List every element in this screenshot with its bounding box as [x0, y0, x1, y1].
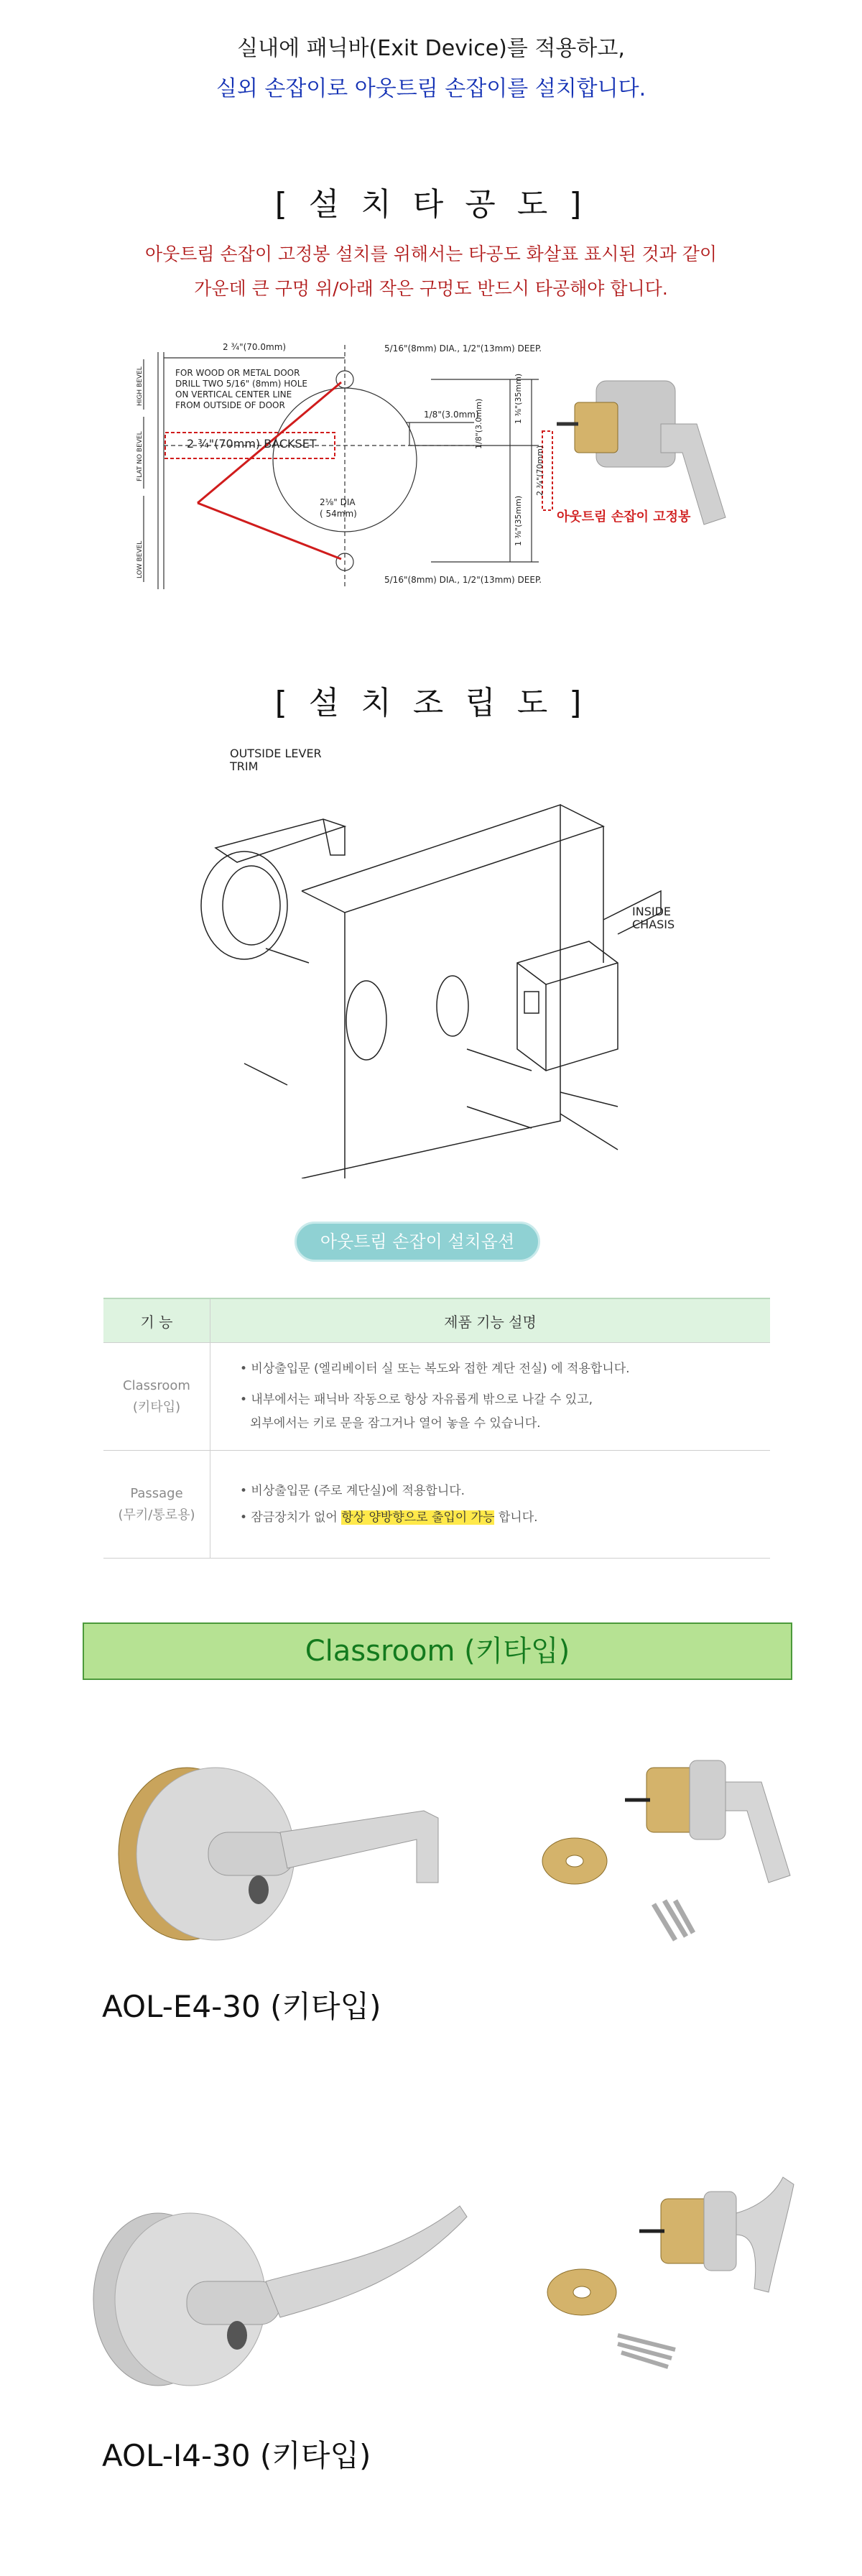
table-row: [103, 1343, 770, 1451]
product-image-i4: [72, 2163, 474, 2400]
function-cell: Classroom (키타입): [103, 1343, 210, 1451]
bullet-text: • 내부에서는 패닉바 작동으로 항상 자유롭게 밖으로 나갈 수 있고,: [240, 1393, 593, 1407]
top-dimension: 2 ¾"(70.0mm): [223, 342, 287, 352]
assembly-exploded-svg: [158, 747, 704, 1178]
highlighted-text: 항상 양방향으로 출입이 가능: [341, 1510, 495, 1525]
header-function: 기 능: [103, 1298, 210, 1343]
drilling-diagram: [136, 338, 761, 596]
intro-line-2: 실외 손잡이로 아웃트림 손잡이를 설치합니다.: [216, 76, 646, 101]
model-name-i4: AOL-I4-30 (키타입): [102, 2438, 371, 2473]
outside-lever-label: OUTSIDE LEVER TRIM: [230, 747, 322, 773]
rod-label: 아웃트림 손잡이 고정봉: [557, 509, 691, 525]
hole-top-spec: 5/16"(8mm) DIA., 1/2"(13mm) DEEP.: [384, 343, 542, 354]
drilling-title: [ 설 치 타 공 도 ]: [274, 186, 588, 223]
drilling-note-1: 아웃트림 손잡이 고정봉 설치를 위해서는 타공도 화살표 표시된 것과 같이: [144, 244, 718, 264]
drilling-note-2: 가운데 큰 구멍 위/아래 작은 구멍도 반드시 타공해야 합니다.: [194, 278, 668, 299]
model-name-e4: AOL-E4-30 (키타입): [102, 1989, 381, 2024]
table-header-row: [103, 1298, 770, 1343]
vertical-dim-4: 2 ¾"(70mm): [535, 445, 544, 496]
install-options-pill: 아웃트림 손잡이 설치옵션: [295, 1222, 540, 1262]
function-cell: Passage (무키/통로용): [103, 1451, 210, 1559]
assembly-title: [ 설 치 조 립 도 ]: [274, 685, 588, 721]
outtrim-rod-photo: [542, 381, 726, 525]
vertical-dim-1: 1/8"(3.0mm): [474, 398, 483, 449]
header-description: 제품 기능 설명: [210, 1298, 771, 1343]
assembly-diagram: [158, 747, 704, 1178]
high-bevel-label: HIGH BEVEL: [136, 366, 144, 406]
bullet-text: • 잠금장치가 없어 항상 양방향으로 출입이 가능 합니다.: [240, 1510, 538, 1525]
description-cell: [210, 1343, 771, 1451]
hole-diameter: 2⅛" DIA: [320, 497, 356, 507]
wood-door-note: FOR WOOD OR METAL DOOR DRILL TWO 5/16" (8mm) HOLE ON VERTICAL CENTER LINE FROM OUTSIDE OF DOOR: [175, 368, 307, 410]
bullet-text: 외부에서는 키로 문을 잠그거나 열어 놓을 수 있습니다.: [250, 1416, 541, 1431]
inside-chasis-label: INSIDE CHASIS: [632, 905, 675, 931]
bullet-text: • 비상출입문 (주로 계단실)에 적용합니다.: [240, 1483, 465, 1498]
hole-bottom-spec: 5/16"(8mm) DIA., 1/2"(13mm) DEEP.: [384, 575, 542, 585]
classroom-banner: Classroom (키타입): [83, 1622, 792, 1680]
intro-line-1: 실내에 패닉바(Exit Device)를 적용하고,: [237, 36, 625, 61]
table-row: [103, 1451, 770, 1559]
vertical-dim-3: 1 ⅜"(35mm): [514, 495, 523, 546]
low-bevel-label: LOW BEVEL: [136, 540, 144, 578]
small-dimension: 1/8"(3.0mm): [424, 410, 479, 420]
options-table: [103, 1298, 770, 1559]
flat-bevel-label: FLAT NO BEVEL: [136, 431, 144, 481]
vertical-dim-2: 1 ⅜"(35mm): [514, 373, 523, 424]
hole-diameter-mm: ( 54mm): [320, 509, 357, 519]
product-image-e4: [79, 1725, 453, 1954]
description-cell: [210, 1451, 771, 1559]
product-parts-e4: [532, 1739, 805, 1954]
product-parts-i4: [532, 2163, 805, 2378]
bullet-text: • 비상출입문 (엘리베이터 실 또는 복도와 접한 계단 전실) 에 적용합니다.: [240, 1362, 630, 1376]
backset-label: 2 ¾"(70mm) BACKSET: [187, 437, 317, 451]
